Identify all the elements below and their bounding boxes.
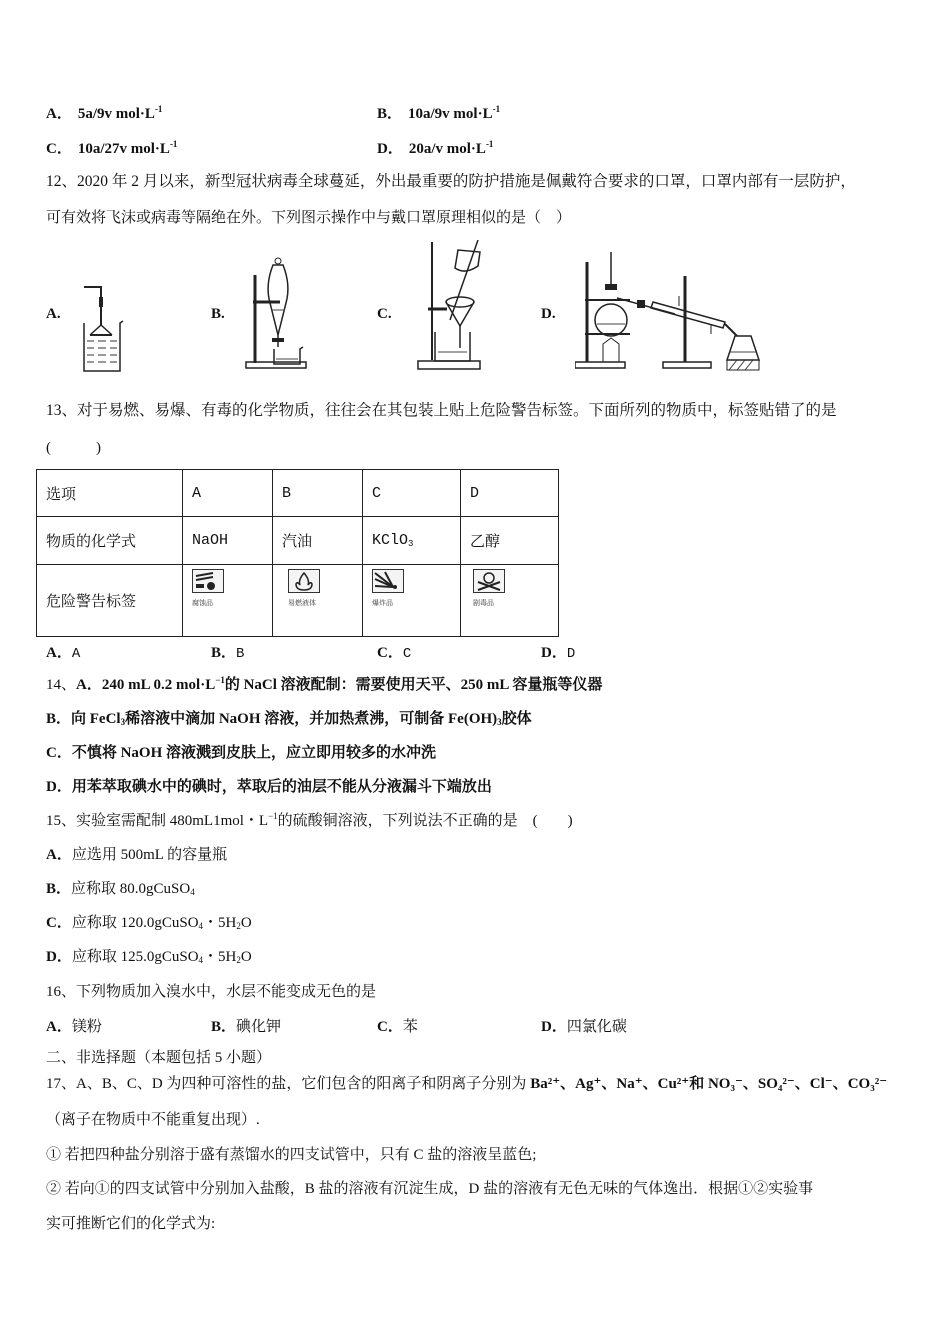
table-row-labels: [37, 565, 559, 637]
option-label: A．: [46, 847, 72, 863]
option-text: 向 FeCl: [71, 711, 121, 727]
q12-stem-line2: 可有效将飞沫或病毒等隔绝在外。下列图示操作中与戴口罩原理相似的是（ ）: [46, 210, 572, 226]
stem-text: 的硫酸铜溶液，下列说法不正确的是 ( ): [277, 813, 573, 829]
formula-sub: 3: [408, 539, 414, 549]
q13-stem-line2: ( ): [46, 440, 101, 456]
q11-option-a: [46, 102, 162, 123]
stem-text: 17、A、B、C、D 为四种可溶性的盐，它们包含的阳离子和阴离子分别为: [46, 1076, 531, 1092]
option-label: A．: [76, 677, 102, 693]
option-value: 20a/v mol·L: [408, 141, 486, 157]
option-text: 胶体: [501, 711, 532, 727]
option-label: A．: [46, 1019, 72, 1035]
label-caption: 腐蚀品: [192, 599, 213, 607]
q11-option-d: [377, 137, 493, 158]
option-label: D．: [541, 1019, 567, 1035]
option-label: B．: [211, 645, 237, 661]
table-cell: [363, 517, 461, 565]
option-text: 240 mL 0.2 mol·L: [101, 677, 216, 693]
option-label: C．: [46, 915, 72, 931]
explosive-icon: [372, 569, 404, 593]
q17-stem-line1: [46, 1074, 887, 1094]
q17-condition-2-cont: 实可推断它们的化学式为:: [46, 1216, 216, 1232]
stem-sup: −1: [268, 811, 278, 821]
option-value: C: [402, 646, 412, 662]
option-sup: -1: [154, 104, 163, 114]
option-value: 四氯化碳: [566, 1019, 627, 1035]
gas-absorption-funnel-icon: [80, 285, 125, 375]
option-value: 苯: [402, 1019, 418, 1035]
option-text: ・5H: [203, 949, 237, 965]
option-label: A．: [46, 106, 72, 122]
option-sup: -1: [485, 139, 494, 149]
option-sub: 2: [236, 921, 241, 931]
corrosive-icon: [192, 569, 224, 593]
option-text: 不慎将 NaOH 溶液溅到皮肤上，应立即用较多的水冲洗: [71, 745, 437, 761]
label-caption: 爆炸品: [372, 599, 393, 607]
q13-option-a: [46, 641, 80, 662]
ion-list: Ba²⁺、Ag⁺、Na⁺、Cu²⁺和 NO₃⁻、SO₄²⁻、Cl⁻、CO₃²⁻: [530, 1076, 888, 1092]
option-label: C．: [46, 745, 72, 761]
table-cell: C: [363, 470, 461, 517]
q14-option-c: [46, 743, 436, 763]
option-text: 用苯萃取碘水中的碘时，萃取后的油层不能从分液漏斗下端放出: [71, 779, 492, 795]
option-value: 镁粉: [71, 1019, 102, 1035]
option-label: C．: [377, 1019, 403, 1035]
option-label: A．: [46, 645, 72, 661]
option-value: B: [236, 646, 245, 662]
table-cell: 物质的化学式: [37, 517, 183, 565]
option-value: 10a/9v mol·L: [408, 106, 493, 122]
option-text: 的 NaCl 溶液配制：需要使用天平、250 mL 容量瓶等仪器: [224, 677, 603, 693]
option-value: D: [566, 646, 576, 662]
filtration-apparatus-icon: [410, 240, 500, 375]
option-value: 碘化钾: [236, 1019, 282, 1035]
q17-stem-line2: （离子在物质中不能重复出现）.: [46, 1112, 260, 1128]
table-cell: [461, 565, 559, 637]
option-text: 应称取 120.0gCuSO: [71, 915, 199, 931]
table-cell: 危险警告标签: [37, 565, 183, 637]
option-label: B．: [46, 711, 72, 727]
option-sup: -1: [169, 139, 178, 149]
q17-condition-2: ② 若向①的四支试管中分别加入盐酸，B 盐的溶液有沉淀生成，D 盐的溶液有无色无味的气体逸出．根据①②实验事: [46, 1181, 814, 1197]
option-label: C．: [46, 141, 72, 157]
table-row-header: [37, 470, 559, 517]
toxic-icon: [473, 569, 505, 593]
option-value: A: [71, 646, 81, 662]
q14-option-b: [46, 709, 532, 729]
q16-stem: 16、下列物质加入溴水中，水层不能变成无色的是: [46, 984, 377, 1000]
option-sub: 4: [190, 887, 195, 897]
formula-text: KClO: [372, 532, 409, 549]
option-label: D．: [541, 645, 567, 661]
option-label: B．: [46, 881, 72, 897]
flammable-liquid-icon: [288, 569, 320, 593]
q13-option-b: [211, 641, 244, 662]
option-value: 10a/27v mol·L: [77, 141, 170, 157]
label-caption: 剧毒品: [473, 599, 494, 607]
option-label: D．: [46, 949, 72, 965]
option-text: ・5H: [203, 915, 237, 931]
table-cell: 乙醇: [461, 517, 559, 565]
option-text: 应选用 500mL 的容量瓶: [71, 847, 228, 863]
q15-option-a: [46, 845, 227, 865]
option-text: O: [240, 915, 252, 931]
option-value: 5a/9v mol·L: [77, 106, 155, 122]
option-text: 应称取 125.0gCuSO: [71, 949, 199, 965]
option-text: 应称取 80.0gCuSO: [71, 881, 191, 897]
figure-b-label: B.: [211, 306, 225, 322]
option-sub: 3: [497, 717, 502, 727]
section-title: 二、非选择题（本题包括 5 小题）: [46, 1050, 272, 1066]
q15-option-d: [46, 947, 252, 967]
option-label: B．: [211, 1019, 237, 1035]
q15-stem: [46, 811, 573, 831]
q14-option-d: [46, 777, 492, 797]
q13-option-c: [377, 641, 411, 662]
figure-d-label: D.: [541, 306, 556, 322]
figure-c-label: C.: [377, 306, 392, 322]
q15-option-b: [46, 879, 195, 899]
option-sub: 4: [198, 955, 204, 965]
option-text: 稀溶液中滴加 NaOH 溶液，并加热煮沸，可制备 Fe(OH): [125, 711, 498, 727]
q13-option-d: [541, 641, 575, 662]
q16-option-d: [541, 1015, 627, 1036]
question-number: 14、: [46, 677, 77, 693]
option-sub: 2: [236, 955, 241, 965]
q17-condition-1: ① 若把四种盐分别溶于盛有蒸馏水的四支试管中，只有 C 盐的溶液呈蓝色;: [46, 1147, 537, 1163]
figure-a-label: A.: [46, 306, 61, 322]
q16-option-a: [46, 1015, 102, 1036]
table-cell: 选项: [37, 470, 183, 517]
q12-stem-line1: 12、2020 年 2 月以来，新型冠状病毒全球蔓延，外出最重要的防护措施是佩戴符合要求的口罩，口罩内部有一层防护，: [46, 173, 856, 190]
q13-stem-line1: 13、对于易燃、易爆、有毒的化学物质，往往会在其包装上贴上危险警告标签。下面所列的物质中，标签贴错了的是: [46, 402, 837, 419]
table-cell: NaOH: [183, 517, 273, 565]
table-cell: [273, 565, 363, 637]
table-cell: D: [461, 470, 559, 517]
option-text: O: [240, 949, 252, 965]
q15-option-c: [46, 913, 252, 933]
option-sub: 3: [120, 717, 126, 727]
q11-option-b: [377, 102, 500, 123]
option-label: C．: [377, 645, 403, 661]
stem-text: 15、实验室需配制 480mL1mol・L: [46, 813, 269, 829]
hazard-label-table: [36, 469, 559, 637]
q11-option-c: [46, 137, 177, 158]
table-cell: A: [183, 470, 273, 517]
q14-option-a: [46, 675, 602, 695]
table-cell: 汽油: [273, 517, 363, 565]
table-row-formula: [37, 517, 559, 565]
distillation-apparatus-icon: [575, 248, 765, 373]
table-cell: [183, 565, 273, 637]
q16-option-b: [211, 1015, 281, 1036]
table-cell: B: [273, 470, 363, 517]
option-label: D．: [46, 779, 72, 795]
label-caption: 易燃液体: [288, 599, 316, 607]
option-label: B．: [377, 106, 403, 122]
table-cell: [363, 565, 461, 637]
option-sup: -1: [492, 104, 501, 114]
q16-option-c: [377, 1015, 418, 1036]
option-sub: 4: [198, 921, 204, 931]
option-label: D．: [377, 141, 403, 157]
separatory-funnel-icon: [245, 255, 315, 370]
option-sup: −1: [215, 675, 225, 685]
